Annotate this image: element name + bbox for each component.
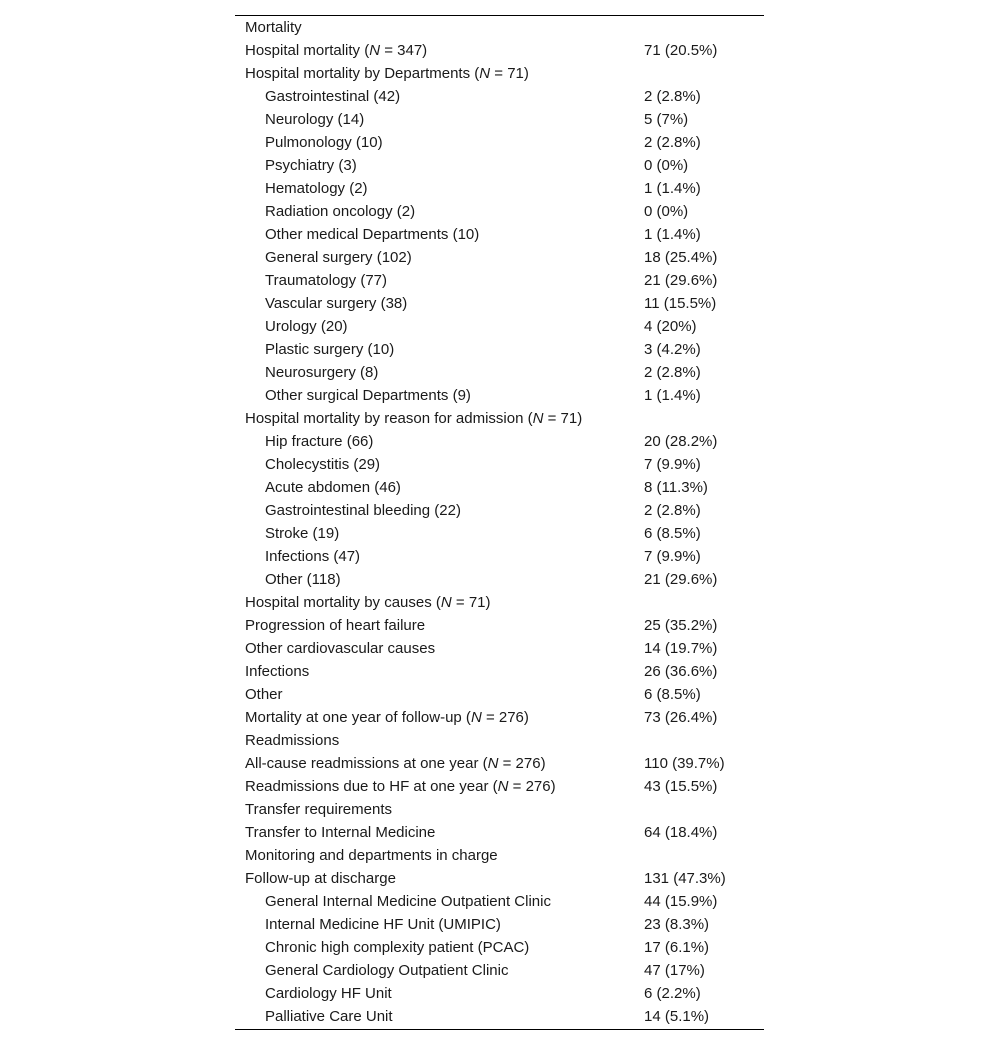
row-value: 14 (5.1%) [644, 1008, 710, 1025]
row-label: Acute abdomen (46) [265, 479, 401, 496]
row-label: Cardiology HF Unit [265, 985, 392, 1002]
row-value: 73 (26.4%) [644, 709, 718, 726]
table-row [235, 545, 764, 568]
row-label: Other (118) [265, 571, 341, 588]
row-label: Gastrointestinal (42) [265, 88, 401, 105]
table-row [235, 591, 764, 614]
row-value: 44 (15.9%) [644, 893, 718, 910]
row-value: 14 (19.7%) [644, 640, 718, 657]
row-value: 23 (8.3%) [644, 916, 710, 933]
table-row [235, 453, 764, 476]
row-label: Other surgical Departments (9) [265, 387, 471, 404]
row-label: Hospital mortality (N = 347) [245, 42, 428, 59]
table-row [235, 959, 764, 982]
row-label: Internal Medicine HF Unit (UMIPIC) [265, 916, 501, 933]
row-label: Progression of heart failure [245, 617, 426, 634]
table-row [235, 522, 764, 545]
row-value: 2 (2.8%) [644, 364, 701, 381]
table-row [235, 384, 764, 407]
table-row [235, 844, 764, 867]
row-label: Readmissions due to HF at one year (N = 276) [245, 778, 556, 795]
row-label: Vascular surgery (38) [265, 295, 408, 312]
table-row [235, 39, 764, 62]
row-value: 17 (6.1%) [644, 939, 710, 956]
table-row [235, 85, 764, 108]
table-row [235, 131, 764, 154]
row-value: 43 (15.5%) [644, 778, 718, 795]
table-row [235, 16, 764, 39]
row-value: 7 (9.9%) [644, 456, 701, 473]
table-row [235, 292, 764, 315]
table-row [235, 706, 764, 729]
table-row [235, 62, 764, 85]
table-row [235, 683, 764, 706]
row-label: Other cardiovascular causes [245, 640, 436, 657]
row-value: 47 (17%) [644, 962, 705, 979]
table-row [235, 637, 764, 660]
table-row [235, 223, 764, 246]
row-label: Gastrointestinal bleeding (22) [265, 502, 461, 519]
row-label: Stroke (19) [265, 525, 340, 542]
row-value: 18 (25.4%) [644, 249, 718, 266]
row-value: 5 (7%) [644, 111, 689, 128]
row-value: 6 (2.2%) [644, 985, 701, 1002]
row-value [644, 798, 764, 821]
table-row [235, 476, 764, 499]
table-row [235, 1005, 764, 1028]
row-value: 11 (15.5%) [644, 295, 717, 312]
row-label: Plastic surgery (10) [265, 341, 395, 358]
table-row [235, 821, 764, 844]
row-label: Follow-up at discharge [245, 870, 396, 887]
outcomes-table-container [235, 15, 764, 1030]
table-row [235, 798, 764, 821]
row-value: 20 (28.2%) [644, 433, 718, 450]
table-row [235, 108, 764, 131]
row-value: 3 (4.2%) [644, 341, 701, 358]
row-label: Urology (20) [265, 318, 348, 335]
row-label: Neurosurgery (8) [265, 364, 379, 381]
row-label: Hematology (2) [265, 180, 368, 197]
row-label: General Internal Medicine Outpatient Clinic [265, 893, 551, 910]
table-row [235, 867, 764, 890]
row-label: Infections (47) [265, 548, 361, 565]
row-value: 71 (20.5%) [644, 42, 718, 59]
row-value [644, 591, 764, 614]
row-label: General Cardiology Outpatient Clinic [265, 962, 509, 979]
row-label: Transfer requirements [245, 801, 392, 818]
row-value [644, 844, 764, 867]
row-label: Hospital mortality by reason for admission (N = 71) [245, 410, 583, 427]
table-row [235, 361, 764, 384]
table-row [235, 936, 764, 959]
row-value [644, 729, 764, 752]
table-row [235, 499, 764, 522]
row-value: 25 (35.2%) [644, 617, 718, 634]
table-row [235, 269, 764, 292]
row-value: 2 (2.8%) [644, 88, 701, 105]
row-value: 1 (1.4%) [644, 226, 701, 243]
row-value [644, 62, 764, 85]
row-label: Other [245, 686, 283, 703]
table-row [235, 338, 764, 361]
row-label: Traumatology (77) [265, 272, 387, 289]
row-value: 6 (8.5%) [644, 686, 701, 703]
outcomes-table [235, 16, 764, 1028]
table-row [235, 890, 764, 913]
row-value: 7 (9.9%) [644, 548, 701, 565]
table-row [235, 568, 764, 591]
table-row [235, 614, 764, 637]
table-row [235, 982, 764, 1005]
row-label: Cholecystitis (29) [265, 456, 381, 473]
row-value: 8 (11.3%) [644, 479, 708, 496]
table-row [235, 729, 764, 752]
row-label: Radiation oncology (2) [265, 203, 416, 220]
row-value: 2 (2.8%) [644, 134, 701, 151]
row-label: Monitoring and departments in charge [245, 847, 498, 864]
table-row [235, 752, 764, 775]
row-label: Neurology (14) [265, 111, 365, 128]
row-value: 21 (29.6%) [644, 272, 718, 289]
row-value: 0 (0%) [644, 203, 689, 220]
table-row [235, 913, 764, 936]
row-label: Palliative Care Unit [265, 1008, 393, 1025]
table-row [235, 177, 764, 200]
row-value: 1 (1.4%) [644, 180, 701, 197]
row-value: 64 (18.4%) [644, 824, 718, 841]
row-label: Hip fracture (66) [265, 433, 374, 450]
row-label: Infections [245, 663, 310, 680]
row-label: Psychiatry (3) [265, 157, 357, 174]
table-row [235, 200, 764, 223]
row-value [644, 16, 764, 39]
table-row [235, 775, 764, 798]
row-value: 131 (47.3%) [644, 870, 726, 887]
row-label: Hospital mortality by Departments (N = 71) [245, 65, 529, 82]
row-label: Chronic high complexity patient (PCAC) [265, 939, 530, 956]
row-label: Hospital mortality by causes (N = 71) [245, 594, 491, 611]
row-label: General surgery (102) [265, 249, 412, 266]
row-value: 2 (2.8%) [644, 502, 701, 519]
row-label: Mortality at one year of follow-up (N = 276) [245, 709, 529, 726]
table-row [235, 407, 764, 430]
table-row [235, 660, 764, 683]
table-body [235, 16, 764, 1028]
row-label: Other medical Departments (10) [265, 226, 480, 243]
row-value [644, 407, 764, 430]
row-value: 1 (1.4%) [644, 387, 701, 404]
row-value: 6 (8.5%) [644, 525, 701, 542]
table-row [235, 246, 764, 269]
row-value: 4 (20%) [644, 318, 697, 335]
row-value: 0 (0%) [644, 157, 689, 174]
row-label: Readmissions [245, 732, 340, 749]
row-label: All-cause readmissions at one year (N = 276) [245, 755, 546, 772]
table-row [235, 430, 764, 453]
table-row [235, 154, 764, 177]
row-label: Pulmonology (10) [265, 134, 383, 151]
row-value: 26 (36.6%) [644, 663, 718, 680]
row-value: 110 (39.7%) [644, 755, 725, 772]
row-value: 21 (29.6%) [644, 571, 718, 588]
row-label: Mortality [245, 19, 302, 36]
row-label: Transfer to Internal Medicine [245, 824, 436, 841]
table-row [235, 315, 764, 338]
